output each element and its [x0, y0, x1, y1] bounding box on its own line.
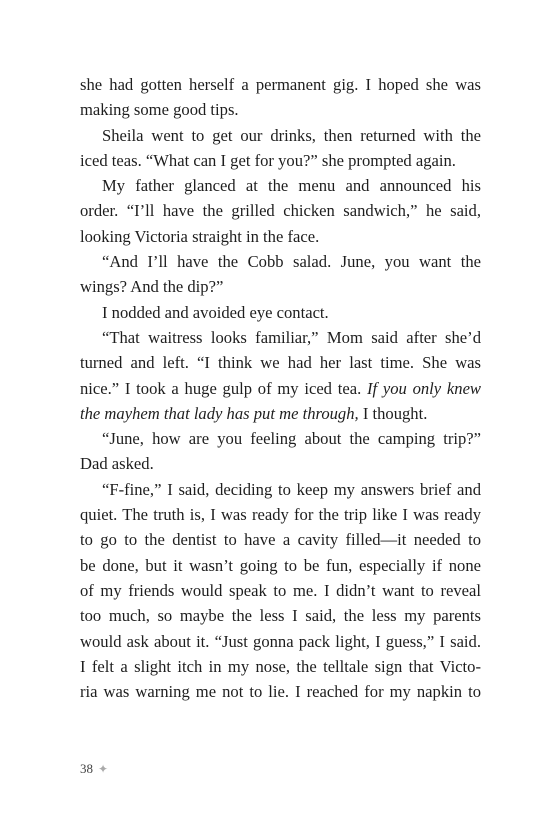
text-line: [80, 224, 481, 249]
text-line: [80, 527, 481, 552]
text-line: [80, 325, 481, 350]
text-segment: looking Victoria straight in the face.: [80, 226, 320, 246]
text-segment: My father glanced at the menu and announced his: [102, 176, 481, 196]
text-segment: to go to the dentist to have a cavity filled—it needed to: [80, 530, 481, 550]
italic-text-segment: If you only knew: [366, 378, 481, 398]
page-number: 38: [80, 761, 93, 776]
text-line: [80, 603, 481, 628]
text-segment: making some good tips.: [80, 100, 239, 120]
text-line: [80, 451, 481, 476]
text-line: [80, 401, 481, 426]
text-line: [80, 274, 481, 299]
text-line: [80, 578, 481, 603]
book-page-text: [80, 72, 481, 704]
text-segment: I nodded and avoided eye contact.: [102, 302, 329, 322]
text-line: [80, 300, 481, 325]
text-segment: “That waitress looks familiar,” Mom said after she’d: [102, 327, 481, 347]
text-line: [80, 477, 481, 502]
text-line: [80, 426, 481, 451]
text-segment: ria was warning me not to lie. I reached for my napkin to: [80, 682, 481, 702]
text-segment: wings? And the dip?”: [80, 277, 224, 297]
text-segment: “F-fine,” I said, deciding to keep my answers brief and: [102, 479, 481, 499]
text-segment: I thought.: [358, 403, 428, 423]
text-line: [80, 350, 481, 375]
text-segment: iced teas. “What can I get for you?” she prompted again.: [80, 150, 456, 170]
text-line: [80, 654, 481, 679]
text-segment: order. “I’ll have the grilled chicken sandwich,” he said,: [80, 201, 481, 221]
italic-text-segment: the mayhem that lady has put me through,: [80, 403, 359, 423]
text-line: [80, 502, 481, 527]
four-point-star-icon: ✦: [98, 761, 109, 776]
text-segment: nice.” I took a huge gulp of my iced tea.: [80, 378, 367, 398]
text-line: [80, 97, 481, 122]
text-segment: too much, so maybe the less I said, the less my parents: [80, 606, 481, 626]
text-line: [80, 629, 481, 654]
text-line: [80, 173, 481, 198]
text-segment: turned and left. “I think we had her last time. She was: [80, 353, 481, 373]
text-line: [80, 72, 481, 97]
text-segment: be done, but it wasn’t going to be fun, especially if none: [80, 555, 481, 575]
text-segment: “June, how are you feeling about the camping trip?”: [102, 429, 481, 449]
page-footer: [80, 761, 108, 777]
text-line: [80, 249, 481, 274]
text-line: [80, 553, 481, 578]
text-segment: Dad asked.: [80, 454, 154, 474]
text-line: [80, 198, 481, 223]
text-segment: “And I’ll have the Cobb salad. June, you want the: [102, 252, 481, 272]
text-segment: of my friends would speak to me. I didn’t want to reveal: [80, 580, 481, 600]
text-segment: would ask about it. “Just gonna pack light, I guess,” I said.: [80, 631, 481, 651]
text-segment: Sheila went to get our drinks, then returned with the: [102, 125, 481, 145]
text-line: [80, 376, 481, 401]
text-segment: I felt a slight itch in my nose, the telltale sign that Victo-: [80, 656, 481, 676]
text-segment: quiet. The truth is, I was ready for the trip like I was ready: [80, 505, 481, 525]
text-line: [80, 148, 481, 173]
text-line: [80, 679, 481, 704]
text-segment: she had gotten herself a permanent gig. I hoped she was: [80, 75, 481, 94]
text-line: [80, 123, 481, 148]
